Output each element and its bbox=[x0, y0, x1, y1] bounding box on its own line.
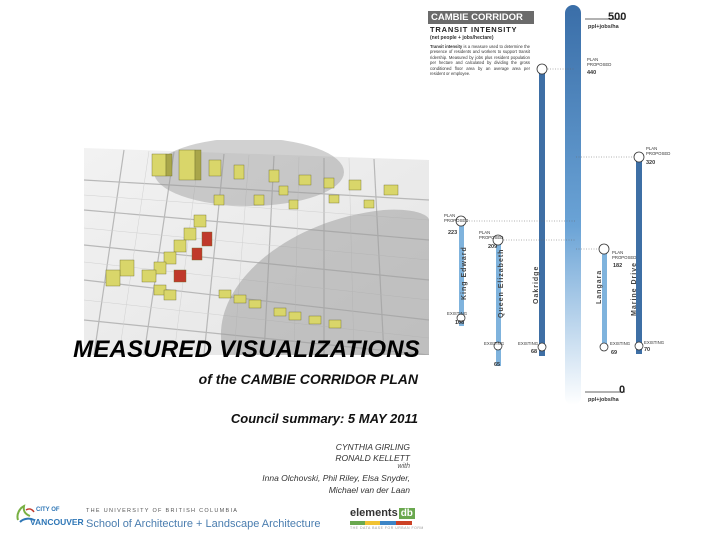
description-bold: Transit intensity bbox=[430, 44, 463, 49]
proposed-word: PROPOSED bbox=[587, 62, 612, 67]
station-name-oakridge: Oakridge bbox=[533, 265, 540, 304]
vancouver-label: VANCOUVER bbox=[30, 517, 84, 527]
station-name-queen-elizabeth: Queen Elizabeth bbox=[498, 248, 505, 318]
station-name-langara: Langara bbox=[596, 269, 603, 304]
marine-existing-label: EXISTING bbox=[644, 340, 665, 345]
council-summary-date: Council summary: 5 MAY 2011 bbox=[230, 411, 418, 426]
station-name-marine-drive: Marine Drive bbox=[631, 261, 638, 316]
langara-plan-value: 182 bbox=[613, 263, 623, 269]
king-plan-label bbox=[444, 213, 468, 223]
marker-langara-plan bbox=[599, 244, 609, 254]
queen-existing-value: 65 bbox=[494, 362, 501, 368]
langara-existing-label: EXISTING bbox=[610, 341, 631, 346]
langara-existing-value: 69 bbox=[611, 350, 618, 356]
elements-word: elements bbox=[350, 507, 398, 519]
king-plan-value: 223 bbox=[448, 230, 458, 236]
school-name: School of Architecture + Landscape Architecture bbox=[86, 518, 321, 530]
oakridge-plan-value: 440 bbox=[587, 70, 597, 76]
author-lead-2: RONALD KELLETT bbox=[335, 453, 410, 463]
oakridge-existing-label: EXISTING bbox=[518, 341, 539, 346]
king-existing-label: EXISTING bbox=[447, 311, 468, 316]
city-map-illustration bbox=[84, 140, 429, 355]
contributors-line-1: Inna Olchovski, Phil Riley, Elsa Snyder, bbox=[262, 473, 410, 483]
oakridge-plan-label bbox=[587, 57, 611, 67]
infographic-formula: (net people + jobs/hectare) bbox=[430, 35, 494, 41]
marker-marine-existing bbox=[635, 342, 643, 350]
marker-langara-existing bbox=[600, 343, 608, 351]
proposed-word: PROPOSED bbox=[612, 255, 637, 260]
oakridge-existing-value: 68 bbox=[531, 349, 538, 355]
description-text: is a measure used to determine the presence of residents and workers to support transit ridership. Measured by jobs plus resident population per hectare and calculated by dividing the gross conditioned floor area by an average area per resident or employee. bbox=[430, 44, 530, 77]
city-of-label: CITY OF bbox=[36, 507, 60, 513]
bar-oakridge bbox=[539, 66, 545, 356]
infographic-subheader: TRANSIT INTENSITY bbox=[430, 25, 518, 34]
elementsdb-color-bar-icon bbox=[350, 521, 412, 525]
marine-plan-value: 320 bbox=[646, 160, 656, 166]
queen-existing-label: EXISTING bbox=[484, 341, 505, 346]
ubc-name: THE UNIVERSITY OF BRITISH COLUMBIA bbox=[86, 508, 239, 514]
langara-plan-label bbox=[612, 250, 636, 260]
infographic-header: CAMBIE CORRIDOR bbox=[428, 11, 534, 24]
plan-word: PLAN bbox=[444, 213, 456, 218]
page-subtitle: of the CAMBIE CORRIDOR PLAN bbox=[198, 371, 418, 387]
author-lead-1: CYNTHIA GIRLING bbox=[335, 442, 410, 452]
proposed-word: PROPOSED bbox=[444, 218, 469, 223]
contributors-line-2: Michael van der Laan bbox=[328, 485, 410, 495]
elements-db-badge: db bbox=[400, 508, 413, 519]
plan-word: PLAN bbox=[646, 146, 658, 151]
elementsdb-logo bbox=[350, 507, 415, 519]
queen-plan-label bbox=[479, 230, 503, 240]
plan-word: PLAN bbox=[479, 230, 491, 235]
station-name-king-edward: King Edward bbox=[461, 246, 468, 300]
elementsdb-tagline: THE DATA BASE FOR URBAN FORM bbox=[350, 526, 424, 530]
scale-bottom-value: 0 bbox=[619, 384, 626, 396]
scale-top-unit: ppl+jobs/ha bbox=[588, 24, 619, 30]
marker-oakridge-plan bbox=[537, 64, 547, 74]
proposed-word: PROPOSED bbox=[646, 151, 671, 156]
plan-word: PLAN bbox=[612, 250, 624, 255]
scale-top-value: 500 bbox=[608, 11, 627, 23]
plan-word: PLAN bbox=[587, 57, 599, 62]
scale-bar bbox=[565, 5, 581, 405]
proposed-word: PROPOSED bbox=[479, 235, 504, 240]
infographic-description bbox=[430, 44, 530, 76]
king-existing-value: 108 bbox=[455, 320, 465, 326]
marker-oakridge-existing bbox=[538, 343, 546, 351]
station-bars bbox=[459, 66, 642, 366]
with-label: with bbox=[397, 463, 410, 470]
page-title: MEASURED VISUALIZATIONS bbox=[73, 336, 420, 363]
queen-plan-value: 209 bbox=[488, 244, 498, 250]
marine-plan-label bbox=[646, 146, 670, 156]
marine-existing-value: 70 bbox=[644, 347, 651, 353]
bar-marine-drive bbox=[636, 156, 642, 354]
marker-marine-plan bbox=[634, 152, 644, 162]
scale-bottom-unit: ppl+jobs/ha bbox=[588, 397, 619, 403]
